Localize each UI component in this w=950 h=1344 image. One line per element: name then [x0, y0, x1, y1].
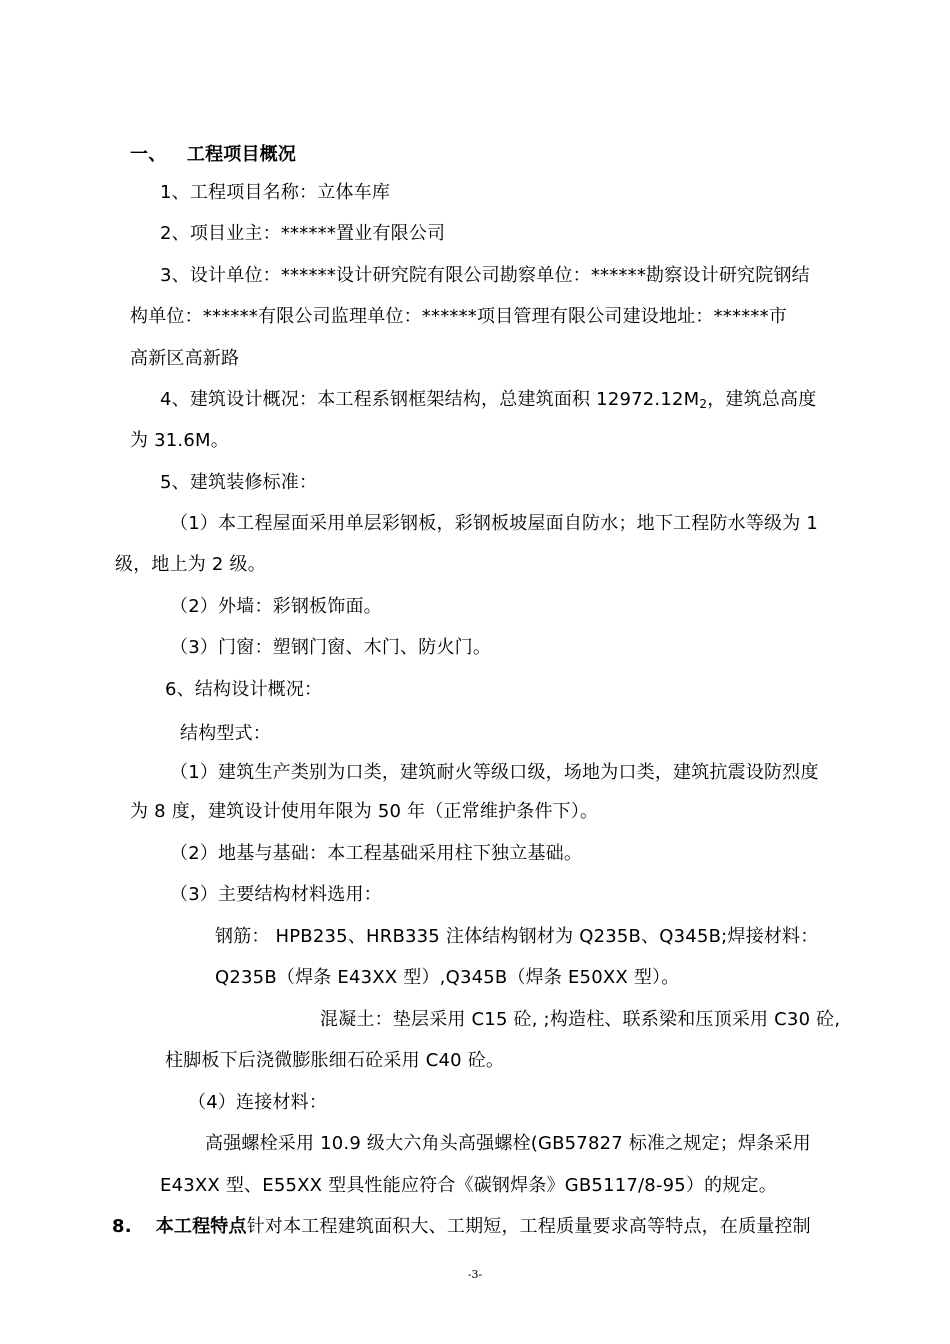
connection-bolts-line2: E43XX 型、E55XX 型具性能应符合《碳钢焊条》GB5117/8-95）的规定。 [160, 1175, 777, 1196]
decoration-roof-line1: （1）本工程屋面采用单层彩钢板，彩钢板坡屋面自防水；地下工程防水等级为 1 [170, 513, 819, 534]
features-number: 8. [112, 1216, 132, 1237]
section-title: 工程项目概况 [186, 144, 297, 165]
structure-foundation: （2）地基与基础：本工程基础采用柱下独立基础。 [170, 843, 583, 864]
page-number: -3- [467, 1268, 483, 1281]
materials-concrete-line1: 混凝土：垫层采用 C15 砼, ;构造柱、联系梁和压顶采用 C30 砼, [320, 1009, 841, 1030]
item-project-name: 1、工程项目名称：立体车库 [160, 182, 391, 203]
section-heading [130, 143, 296, 167]
area-unit-subscript: 2 [699, 397, 708, 411]
item-building-overview-line2: 为 31.6M。 [130, 430, 229, 451]
decoration-roof-line2: 级，地上为 2 级。 [115, 554, 266, 575]
building-area-text: 4、建筑设计概况：本工程系钢框架结构，总建筑面积 12972.12M [160, 389, 700, 410]
item-decoration-standard: 5、建筑装修标准： [160, 472, 318, 493]
building-height-text: ，建筑总高度 [707, 389, 817, 410]
structure-category-line1: （1）建筑生产类别为口类，建筑耐火等级口级，场地为口类，建筑抗震设防烈度 [170, 762, 819, 783]
item-structure-overview: 6、结构设计概况： [165, 679, 323, 700]
materials-rebar-line1: 钢筋： HPB235、HRB335 注体结构钢材为 Q235B、Q345B;焊接材料： [215, 926, 819, 947]
features-heading: 本工程特点 [155, 1216, 247, 1237]
item-building-overview-line1 [160, 388, 816, 416]
materials-rebar-line2: Q235B（焊条 E43XX 型）,Q345B（焊条 E50XX 型）。 [215, 967, 680, 988]
item-owner: 2、项目业主：******置业有限公司 [160, 223, 446, 244]
features-text: 针对本工程建筑面积大、工期短，工程质量要求高等特点，在质量控制 [246, 1216, 811, 1237]
structure-category-line2: 为 8 度，建筑设计使用年限为 50 年（正常维护条件下）。 [130, 801, 599, 822]
materials-concrete-line2: 柱脚板下后浇微膨胀细石砼采用 C40 砼。 [165, 1050, 505, 1071]
project-features-line [112, 1215, 811, 1239]
item-design-units-line2: 构单位：******有限公司监理单位：******项目管理有限公司建设地址：******市 [130, 306, 787, 327]
item-design-units-line1: 3、设计单位：******设计研究院有限公司勘察单位：******勘察设计研究院钢结 [160, 265, 810, 286]
decoration-doors-windows: （3）门窗：塑钢门窗、木门、防火门。 [170, 637, 492, 658]
structure-connection-heading: （4）连接材料： [188, 1092, 328, 1113]
structure-form-label: 结构型式： [180, 723, 271, 744]
structure-materials-heading: （3）主要结构材料选用： [170, 884, 382, 905]
item-design-units-line3: 高新区高新路 [130, 348, 240, 369]
connection-bolts-line1: 高强螺栓采用 10.9 级大六角头高强螺栓(GB57827 标准之规定；焊条采用 [205, 1133, 811, 1154]
decoration-exterior-wall: （2）外墙：彩钢板饰面。 [170, 596, 382, 617]
section-number: 一、 [130, 144, 167, 165]
